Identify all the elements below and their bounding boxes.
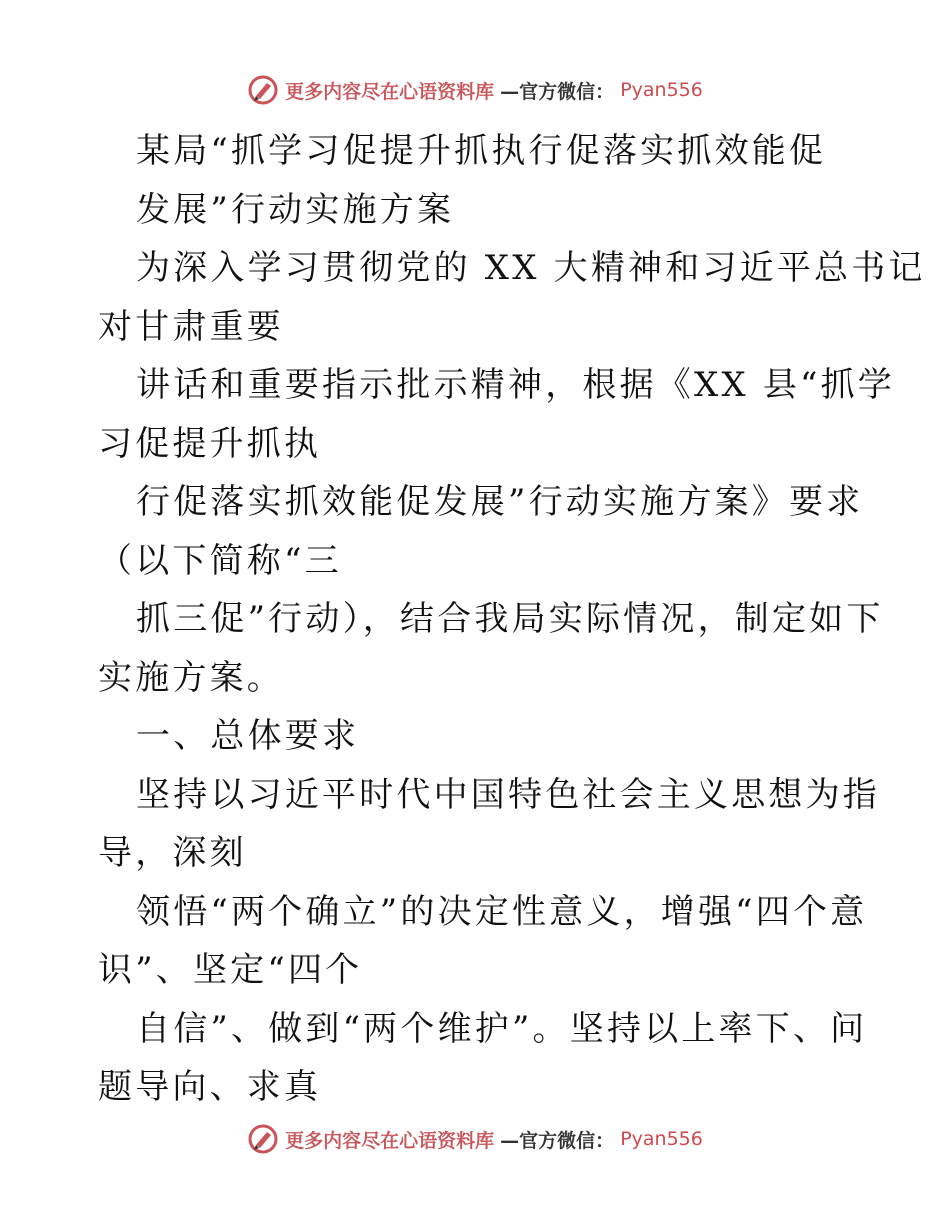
paragraph-line: 习促提升抓执: [98, 423, 322, 464]
watermark-header: [0, 70, 950, 110]
paragraph-line: （以下简称“三: [98, 540, 342, 581]
paragraph-line: 讲话和重要指示批示精神，根据《XX 县“抓学: [136, 365, 895, 405]
paragraph-line: 题导向、求真: [98, 1067, 322, 1107]
paragraph-line: 对甘肃重要: [98, 306, 284, 347]
paragraph-line: 自信”、做到“两个维护”。坚持以上率下、问: [136, 1008, 868, 1049]
paragraph-line: 为深入学习贯彻党的 XX 大精神和习近平总书记: [136, 248, 926, 288]
paragraph-line: 识”、坚定“四个: [98, 950, 363, 990]
paragraph-line: 实施方案。: [98, 657, 284, 698]
paragraph-line: 行促落实抓效能促发展”行动实施方案》要求: [136, 482, 864, 522]
watermark-contact-label: —官方微信：: [500, 80, 615, 103]
watermark-wechat-id: Pyan556: [620, 79, 703, 101]
doc-title-line-1: 某局“抓学习促提升抓执行促落实抓效能促: [136, 131, 827, 171]
watermark-site-name: 更多内容尽在心语资料库: [285, 80, 495, 103]
paragraph-line: 领悟“两个确立”的决定性意义，增强“四个意: [136, 891, 868, 932]
paragraph-line: 坚持以习近平时代中国特色社会主义思想为指: [136, 774, 880, 815]
watermark-site-name: 更多内容尽在心语资料库: [285, 1129, 495, 1152]
document-body: [98, 122, 926, 1117]
watermark-wechat-id: Pyan556: [620, 1128, 703, 1150]
watermark-footer: [0, 1119, 950, 1159]
paragraph-line: 导，深刻: [98, 833, 247, 873]
brand-logo-icon: [247, 74, 279, 106]
brand-logo-icon: [247, 1123, 279, 1155]
paragraph-line: 抓三促”行动），结合我局实际情况，制定如下: [136, 599, 884, 639]
section-heading: 一、总体要求: [136, 716, 360, 756]
doc-title-line-2: 发展”行动实施方案: [136, 189, 455, 230]
watermark-contact-label: —官方微信：: [500, 1129, 615, 1152]
